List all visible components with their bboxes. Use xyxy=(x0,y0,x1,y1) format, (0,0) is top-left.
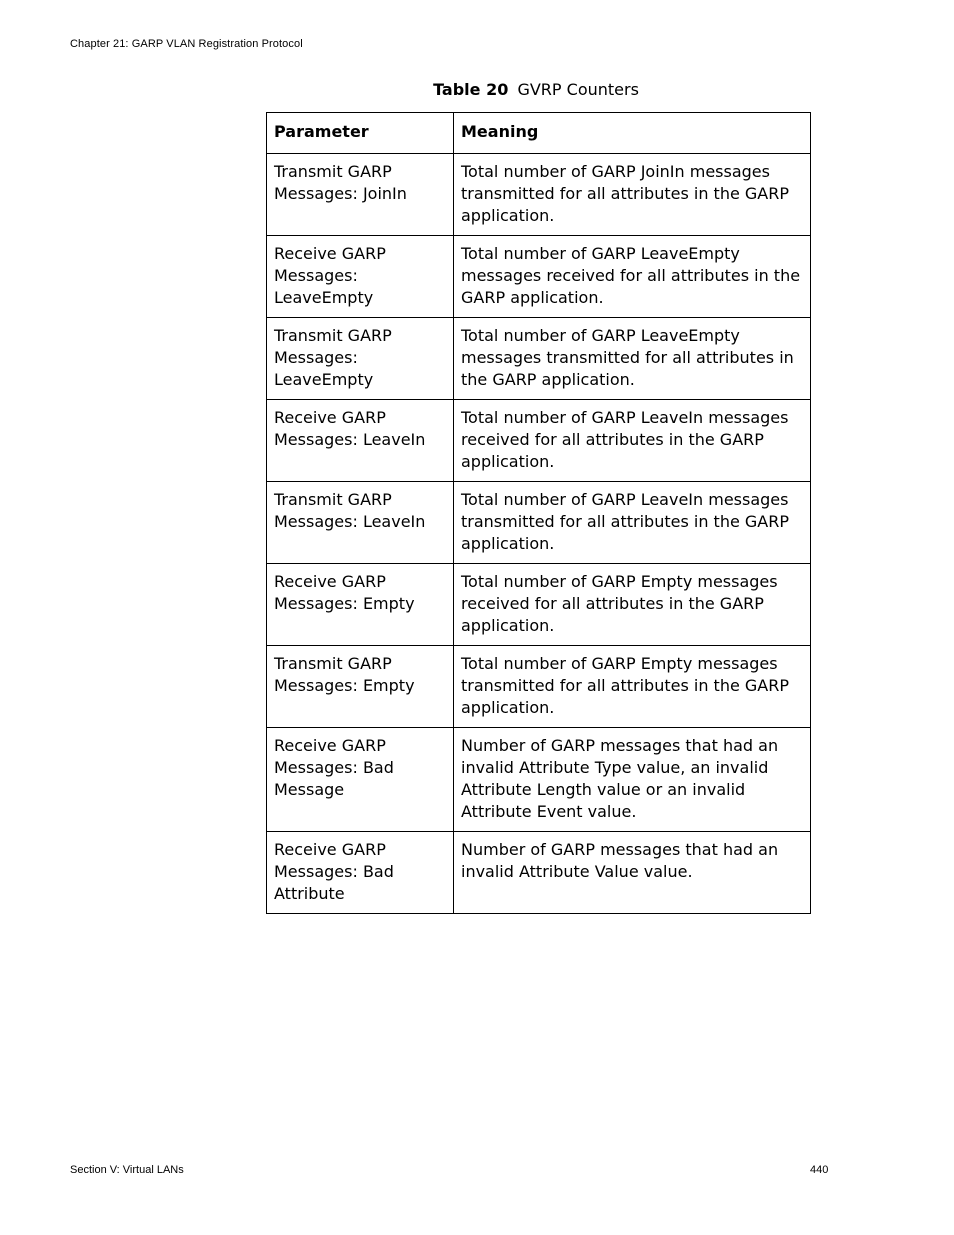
table-row xyxy=(267,564,811,646)
parameter-cell: Receive GARP Messages: LeaveEmpty xyxy=(267,236,454,318)
table-row xyxy=(267,728,811,832)
table-row xyxy=(267,236,811,318)
running-header: Chapter 21: GARP VLAN Registration Protocol xyxy=(70,38,303,50)
page-number: 440 xyxy=(810,1164,829,1176)
meaning-cell: Total number of GARP LeaveEmpty messages received for all attributes in the GARP application. xyxy=(454,236,811,318)
table-title: GVRP Counters xyxy=(517,80,639,99)
column-header-meaning: Meaning xyxy=(454,113,811,154)
parameter-cell: Receive GARP Messages: LeaveIn xyxy=(267,400,454,482)
table-row xyxy=(267,832,811,914)
gvrp-counters-table xyxy=(266,112,811,914)
meaning-cell: Total number of GARP Empty messages transmitted for all attributes in the GARP application. xyxy=(454,646,811,728)
table-row xyxy=(267,400,811,482)
meaning-cell: Number of GARP messages that had an invalid Attribute Type value, an invalid Attribute Length value or an invalid Attribute Event value. xyxy=(454,728,811,832)
table-row xyxy=(267,154,811,236)
table-caption xyxy=(120,80,952,99)
table-row xyxy=(267,482,811,564)
table-row xyxy=(267,646,811,728)
footer-section-title: Section V: Virtual LANs xyxy=(70,1164,184,1176)
table-number: Table 20 xyxy=(433,80,509,99)
table-row xyxy=(267,318,811,400)
meaning-cell: Total number of GARP JoinIn messages transmitted for all attributes in the GARP application. xyxy=(454,154,811,236)
meaning-cell: Total number of GARP LeaveEmpty messages transmitted for all attributes in the GARP application. xyxy=(454,318,811,400)
parameter-cell: Transmit GARP Messages: LeaveIn xyxy=(267,482,454,564)
meaning-cell: Number of GARP messages that had an invalid Attribute Value value. xyxy=(454,832,811,914)
parameter-cell: Receive GARP Messages: Bad Attribute xyxy=(267,832,454,914)
parameter-cell: Transmit GARP Messages: LeaveEmpty xyxy=(267,318,454,400)
meaning-cell: Total number of GARP LeaveIn messages transmitted for all attributes in the GARP application. xyxy=(454,482,811,564)
parameter-cell: Transmit GARP Messages: Empty xyxy=(267,646,454,728)
table-header-row xyxy=(267,113,811,154)
column-header-parameter: Parameter xyxy=(267,113,454,154)
parameter-cell: Receive GARP Messages: Empty xyxy=(267,564,454,646)
parameter-cell: Transmit GARP Messages: JoinIn xyxy=(267,154,454,236)
meaning-cell: Total number of GARP LeaveIn messages received for all attributes in the GARP application. xyxy=(454,400,811,482)
meaning-cell: Total number of GARP Empty messages received for all attributes in the GARP application. xyxy=(454,564,811,646)
parameter-cell: Receive GARP Messages: Bad Message xyxy=(267,728,454,832)
